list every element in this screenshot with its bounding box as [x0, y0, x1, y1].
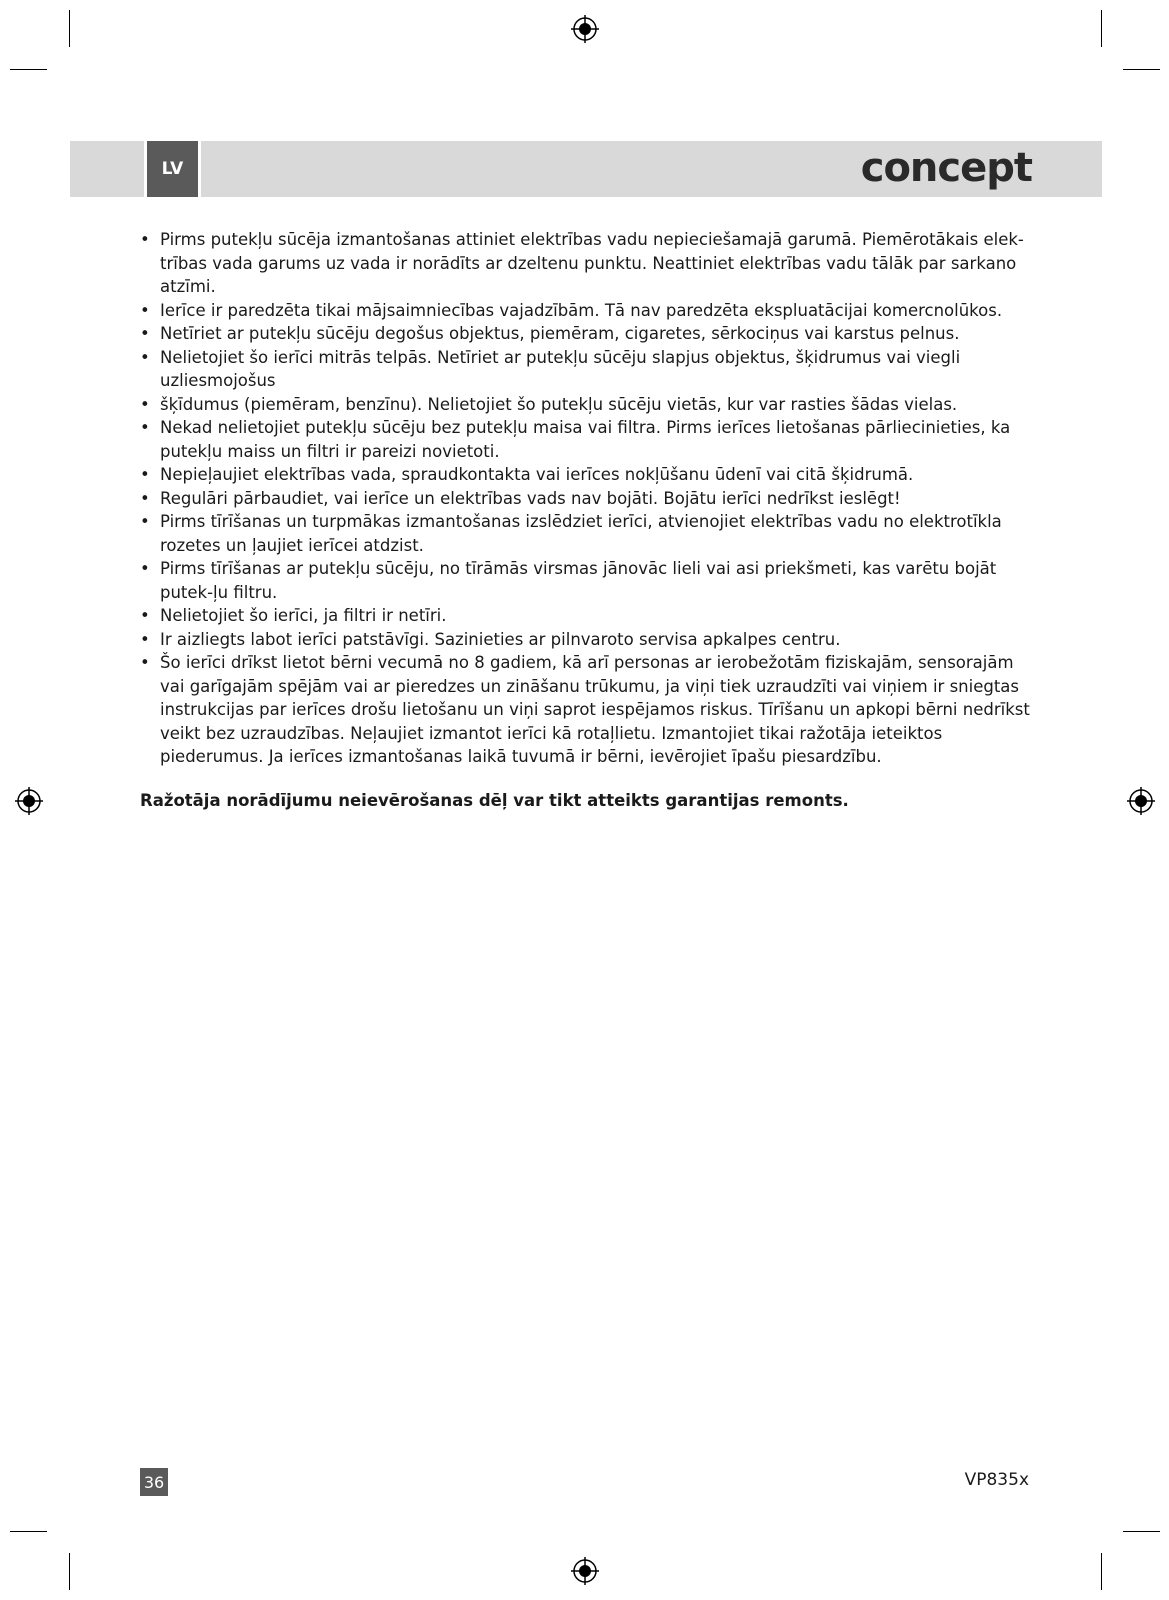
crop-mark [1101, 1553, 1102, 1590]
header-bar [70, 141, 1102, 197]
list-item: • Nelietojiet šo ierīci, ja filtri ir netīri. [140, 604, 1030, 628]
registration-mark-icon [570, 1556, 600, 1586]
registration-mark-icon [14, 786, 44, 816]
list-item: • šķīdumus (piemēram, benzīnu). Nelietojiet šo putekļu sūcēju vietās, kur var rasties šādas vielas. [140, 393, 1030, 417]
model-number: VP835x [964, 1470, 1029, 1490]
crop-mark [69, 10, 70, 47]
list-item: • Nelietojiet šo ierīci mitrās telpās. Netīriet ar putekļu sūcēju slapjus objektus, šķidrumus vai viegli uzliesmojošus [140, 346, 1030, 393]
crop-mark [69, 1553, 70, 1590]
registration-mark-icon [570, 14, 600, 44]
crop-mark [1123, 1531, 1160, 1532]
crop-mark [1101, 10, 1102, 47]
crop-mark [10, 69, 47, 70]
brand-logo: concept [860, 145, 1032, 191]
list-item: • Pirms tīrīšanas un turpmākas izmantošanas izslēdziet ierīci, atvienojiet elektrības vadu no elektrotīkla rozetes un ļaujiet ierīcei atdzist. [140, 510, 1030, 557]
language-badge: LV [144, 141, 201, 197]
crop-mark [1123, 69, 1160, 70]
list-item: • Pirms tīrīšanas ar putekļu sūcēju, no tīrāmās virsmas jānovāc lieli vai asi priekšmeti, kas varētu bojāt putek-ļu filtru. [140, 557, 1030, 604]
crop-mark [10, 1531, 47, 1532]
list-item: • Šo ierīci drīkst lietot bērni vecumā no 8 gadiem, kā arī personas ar ierobežotām fiziskajām, sensorajām vai garīgajām spējām vai ar pieredzes un zināšanu trūkumu, ja viņi tiek uzraudzīti vai viņiem ir sniegtas instrukcijas par ierīces drošu lietošanu un viņi saprot iespējamos riskus. Tīrīšanu un apkopi bērni nedrīkst veikt bez uzraudzības. Neļaujiet izmantot ierīci kā rotaļlietu. Izmantojiet tikai ražotāja ieteiktos piederumus. Ja ierīces izmantošanas laikā tuvumā ir bērni, ievērojiet īpašu piesardzību. [140, 651, 1030, 769]
page-number: 36 [140, 1468, 168, 1496]
safety-instructions [140, 228, 1030, 829]
list-item: • Nepieļaujiet elektrības vada, spraudkontakta vai ierīces nokļūšanu ūdenī vai citā šķidrumā. [140, 463, 1030, 487]
list-item: • Netīriet ar putekļu sūcēju degošus objektus, piemēram, cigaretes, sērkociņus vai karstus pelnus. [140, 322, 1030, 346]
list-item: • Pirms putekļu sūcēja izmantošanas attiniet elektrības vadu nepieciešamajā garumā. Piemērotākais elek-trības vada garums uz vada ir norādīts ar dzeltenu punktu. Neattiniet elektrības vadu tālāk par sarkano atzīmi. [140, 228, 1030, 299]
list-item: • Nekad nelietojiet putekļu sūcēju bez putekļu maisa vai filtra. Pirms ierīces lietošanas pārliecinieties, ka putekļu maiss un filtri ir pareizi novietoti. [140, 416, 1030, 463]
list-item: • Regulāri pārbaudiet, vai ierīce un elektrības vads nav bojāti. Bojātu ierīci nedrīkst ieslēgt! [140, 487, 1030, 511]
warranty-warning: Ražotāja norādījumu neievērošanas dēļ var tikt atteikts garantijas remonts. [140, 790, 849, 810]
list-item: • Ierīce ir paredzēta tikai mājsaimniecības vajadzībām. Tā nav paredzēta ekspluatācijai komercnolūkos. [140, 299, 1030, 323]
list-item: • Ir aizliegts labot ierīci patstāvīgi. Sazinieties ar pilnvaroto servisa apkalpes centru. [140, 628, 1030, 652]
instruction-list [140, 228, 1030, 769]
registration-mark-icon [1126, 786, 1156, 816]
